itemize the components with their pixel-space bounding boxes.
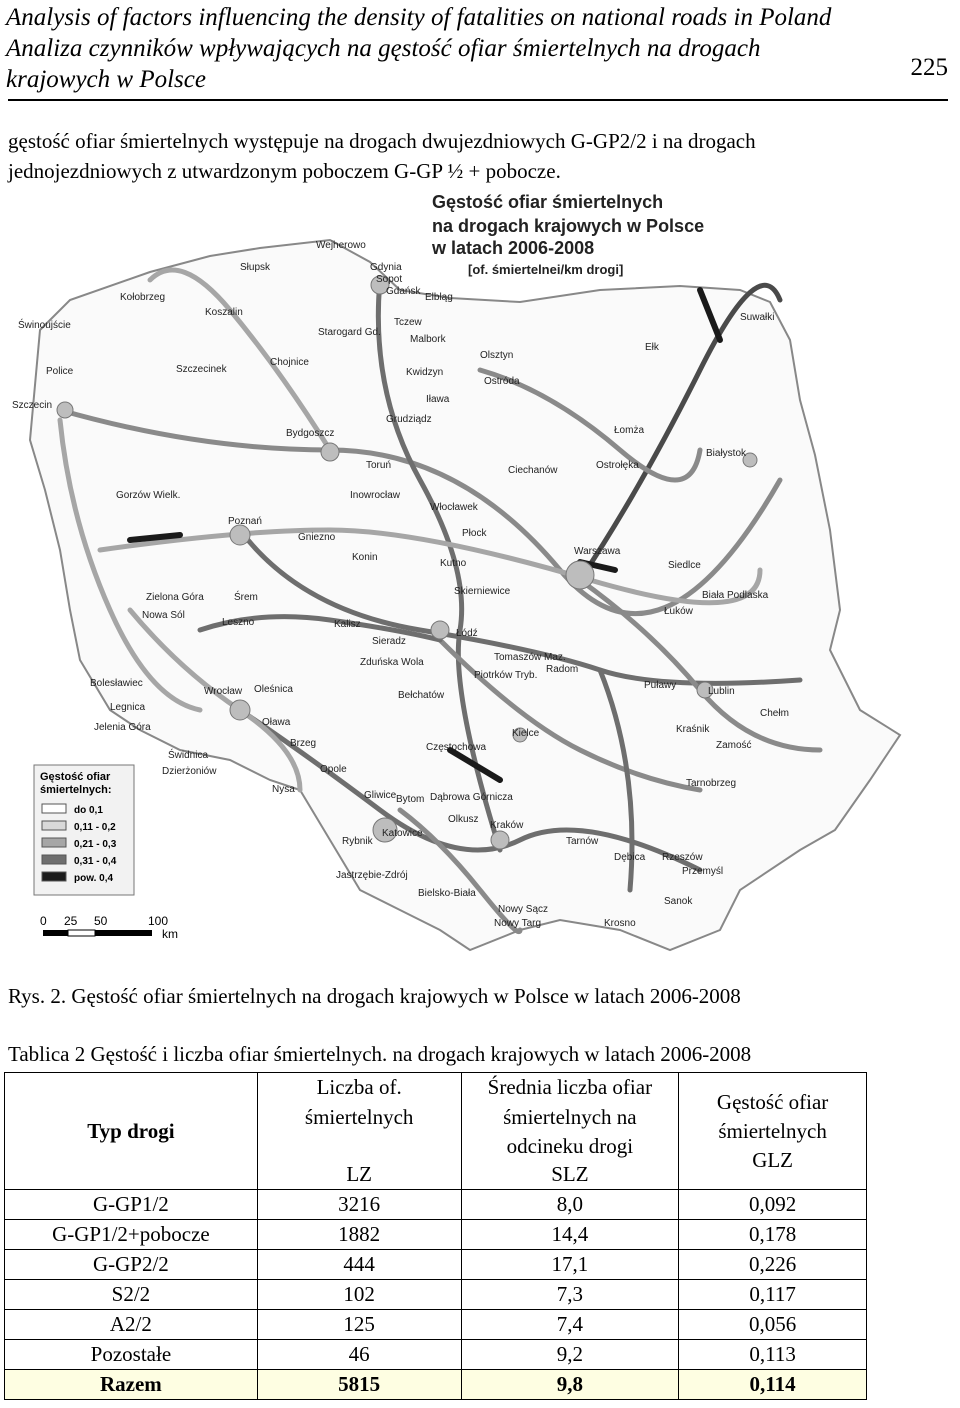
- total-fatality-density-cell: 0,114: [679, 1370, 867, 1400]
- svg-text:Piotrków Tryb.: Piotrków Tryb.: [474, 670, 538, 681]
- svg-text:Legnica: Legnica: [110, 702, 146, 713]
- svg-text:Tarnów: Tarnów: [566, 836, 599, 847]
- svg-text:Ostróda: Ostróda: [484, 376, 520, 387]
- fatality-count-cell: 46: [257, 1340, 461, 1370]
- svg-text:Sopot: Sopot: [376, 274, 403, 285]
- svg-text:Łuków: Łuków: [664, 606, 693, 617]
- total-fatality-count-cell: 5815: [257, 1370, 461, 1400]
- legend-label: do 0,1: [74, 805, 103, 816]
- svg-text:Starogard Gd.: Starogard Gd.: [318, 327, 381, 338]
- svg-text:Opole: Opole: [320, 764, 347, 775]
- header-title-en: Analysis of factors influencing the density of fatalities on national roads in Poland: [6, 4, 832, 31]
- svg-text:Chełm: Chełm: [760, 708, 789, 719]
- svg-text:Siedlce: Siedlce: [668, 560, 701, 571]
- map-units: [of. śmiertelnei/km drogi]: [468, 262, 624, 277]
- svg-text:Tarnobrzeg: Tarnobrzeg: [686, 778, 737, 789]
- svg-text:Elbląg: Elbląg: [425, 292, 453, 303]
- svg-text:Rybnik: Rybnik: [342, 836, 373, 847]
- svg-text:Radom: Radom: [546, 664, 579, 675]
- svg-text:50: 50: [94, 914, 108, 928]
- figure-caption: Rys. 2. Gęstość ofiar śmiertelnych na drogach krajowych w Polsce w latach 2006-2008: [8, 984, 741, 1008]
- svg-text:km: km: [162, 927, 178, 941]
- svg-text:Katowice: Katowice: [382, 828, 423, 839]
- svg-text:Częstochowa: Częstochowa: [426, 742, 487, 753]
- svg-text:śmiertelnych:: śmiertelnych:: [40, 784, 112, 796]
- header-title-pl: Analiza czynników wpływających na gęstość ofiar śmiertelnych na drogach: [6, 35, 761, 62]
- svg-text:Chojnice: Chojnice: [270, 357, 309, 368]
- svg-text:Kołobrzeg: Kołobrzeg: [120, 292, 166, 303]
- svg-text:Kwidzyn: Kwidzyn: [406, 367, 444, 378]
- svg-text:Szczecin: Szczecin: [12, 400, 53, 411]
- svg-text:Wejherowo: Wejherowo: [316, 240, 366, 251]
- svg-text:Police: Police: [46, 366, 74, 377]
- road-type-cell: G-GP2/2: [5, 1250, 258, 1280]
- svg-text:Toruń: Toruń: [366, 460, 392, 471]
- map-legend: [34, 765, 134, 895]
- svg-text:Łódź: Łódź: [456, 628, 478, 639]
- svg-text:Śrem: Śrem: [234, 592, 258, 603]
- svg-text:Suwałki: Suwałki: [740, 312, 775, 323]
- svg-text:Oleśnica: Oleśnica: [254, 684, 293, 695]
- total-average-fatalities-cell: 9,8: [461, 1370, 679, 1400]
- svg-text:Łomża: Łomża: [614, 425, 645, 436]
- average-fatalities-cell: 8,0: [461, 1190, 679, 1220]
- map-title-line-2: na drogach krajowych w Polsce: [432, 216, 705, 236]
- road-type-cell: G-GP1/2+pobocze: [5, 1220, 258, 1250]
- table-row: [5, 1190, 867, 1220]
- fatality-count-cell: 444: [257, 1250, 461, 1280]
- svg-text:Leszno: Leszno: [222, 617, 255, 628]
- svg-text:Poznań: Poznań: [228, 516, 262, 527]
- svg-text:Nowy Sącz: Nowy Sącz: [498, 904, 549, 915]
- svg-text:Zamość: Zamość: [716, 740, 752, 751]
- map-title-line-1: Gęstość ofiar śmiertelnych: [432, 192, 664, 212]
- fatality-count-cell: 125: [257, 1310, 461, 1340]
- fatality-count-cell: 102: [257, 1280, 461, 1310]
- svg-text:Jelenia Góra: Jelenia Góra: [94, 722, 151, 733]
- svg-text:Iława: Iława: [426, 394, 450, 405]
- svg-text:Zduńska Wola: Zduńska Wola: [360, 657, 424, 668]
- road-map-figure: [0, 190, 960, 980]
- svg-text:Gorzów Wielk.: Gorzów Wielk.: [116, 490, 181, 501]
- table-row: [5, 1280, 867, 1310]
- legend-swatch: [42, 821, 66, 830]
- svg-text:Gęstość ofiar: Gęstość ofiar: [40, 771, 111, 783]
- fatality-density-cell: 0,113: [679, 1340, 867, 1370]
- table-caption: Tablica 2 Gęstość i liczba ofiar śmiertelnych. na drogach krajowych w latach 2006-2008: [8, 1042, 752, 1066]
- svg-text:Nysa: Nysa: [272, 784, 295, 795]
- svg-text:Sanok: Sanok: [664, 896, 693, 907]
- legend-label: 0,21 - 0,3: [74, 839, 117, 850]
- svg-text:Inowrocław: Inowrocław: [350, 490, 401, 501]
- header-title-pl-cont: krajowych w Polsce: [6, 66, 206, 93]
- svg-text:Świdnica: Świdnica: [168, 750, 209, 761]
- svg-text:0: 0: [40, 914, 47, 928]
- svg-text:Świnoujście: Świnoujście: [18, 320, 71, 331]
- svg-text:Przemyśl: Przemyśl: [682, 866, 724, 877]
- poland-road-map: [0, 190, 960, 980]
- svg-text:Puławy: Puławy: [644, 680, 677, 691]
- legend-label: 0,11 - 0,2: [74, 822, 116, 833]
- svg-text:Dzierżoniów: Dzierżoniów: [162, 766, 217, 777]
- svg-text:Słupsk: Słupsk: [240, 262, 271, 273]
- svg-text:Lublin: Lublin: [708, 686, 735, 697]
- svg-text:Konin: Konin: [352, 552, 378, 563]
- fatality-density-cell: 0,117: [679, 1280, 867, 1310]
- svg-text:Dębica: Dębica: [614, 852, 646, 863]
- svg-text:Warszawa: Warszawa: [574, 546, 621, 557]
- svg-text:Bełchatów: Bełchatów: [398, 690, 445, 701]
- fatality-density-cell: 0,056: [679, 1310, 867, 1340]
- svg-text:Płock: Płock: [462, 528, 487, 539]
- average-fatalities-cell: 14,4: [461, 1220, 679, 1250]
- legend-label: 0,31 - 0,4: [74, 856, 117, 867]
- svg-text:Bydgoszcz: Bydgoszcz: [286, 428, 335, 439]
- map-title: [431, 192, 704, 277]
- table-row: [5, 1250, 867, 1280]
- scale-bar: [40, 914, 178, 941]
- svg-text:Olsztyn: Olsztyn: [480, 350, 514, 361]
- intro-line-2: jednojezdniowych z utwardzonym poboczem G-GP ½ + pobocze.: [8, 159, 561, 183]
- svg-text:Sieradz: Sieradz: [372, 636, 406, 647]
- svg-text:Bielsko-Biała: Bielsko-Biała: [418, 888, 476, 899]
- svg-text:Bytom: Bytom: [396, 794, 425, 805]
- svg-text:Olkusz: Olkusz: [448, 814, 479, 825]
- svg-text:Tomaszów Maz.: Tomaszów Maz.: [494, 652, 566, 663]
- svg-text:Kraśnik: Kraśnik: [676, 724, 710, 735]
- legend-swatch: [42, 838, 66, 847]
- svg-text:Włocławek: Włocławek: [430, 502, 478, 513]
- svg-text:Bolesławiec: Bolesławiec: [90, 678, 143, 689]
- svg-text:Kalisz: Kalisz: [334, 619, 361, 630]
- average-fatalities-cell: 7,3: [461, 1280, 679, 1310]
- svg-text:Nowa Sól: Nowa Sól: [142, 610, 185, 621]
- total-road-type-cell: Razem: [5, 1370, 258, 1400]
- road-type-cell: Pozostałe: [5, 1340, 258, 1370]
- page-number: 225: [910, 54, 948, 81]
- header-rule: [8, 99, 948, 101]
- legend-swatch: [42, 804, 66, 813]
- svg-text:Biała Podlaska: Biała Podlaska: [702, 590, 769, 601]
- svg-text:Kraków: Kraków: [490, 820, 524, 831]
- svg-text:Gdańsk: Gdańsk: [386, 286, 421, 297]
- svg-text:Wrocław: Wrocław: [204, 686, 243, 697]
- table-row: [5, 1220, 867, 1250]
- svg-text:Nowy Targ: Nowy Targ: [494, 918, 542, 929]
- svg-text:Malbork: Malbork: [410, 334, 446, 345]
- svg-text:Kutno: Kutno: [440, 558, 467, 569]
- svg-text:Gliwice: Gliwice: [364, 790, 397, 801]
- legend-swatch: [42, 872, 66, 881]
- svg-text:Kielce: Kielce: [512, 728, 540, 739]
- svg-text:Dąbrowa Górnicza: Dąbrowa Górnicza: [430, 792, 513, 803]
- svg-text:Koszalin: Koszalin: [205, 307, 243, 318]
- table-row: [5, 1340, 867, 1370]
- svg-text:Krosno: Krosno: [604, 918, 636, 929]
- running-header: [6, 0, 950, 102]
- intro-line-1: gęstość ofiar śmiertelnych występuje na drogach dwujezdniowych G-GP2/2 i na drogach: [8, 129, 756, 153]
- svg-text:Skierniewice: Skierniewice: [454, 586, 511, 597]
- svg-text:Zielona Góra: Zielona Góra: [146, 592, 204, 603]
- svg-text:Oława: Oława: [262, 717, 291, 728]
- table-row: [5, 1310, 867, 1340]
- svg-text:Tczew: Tczew: [394, 317, 422, 328]
- road-type-cell: A2/2: [5, 1310, 258, 1340]
- map-title-line-3: w latach 2006-2008: [432, 238, 595, 258]
- svg-text:25: 25: [64, 914, 78, 928]
- svg-text:Szczecinek: Szczecinek: [176, 364, 227, 375]
- fatality-count-cell: 1882: [257, 1220, 461, 1250]
- fatalities-table: [4, 1072, 867, 1400]
- svg-text:Ostrołęka: Ostrołęka: [596, 460, 639, 471]
- svg-text:Gniezno: Gniezno: [298, 532, 336, 543]
- svg-text:100: 100: [148, 914, 169, 928]
- fatality-density-cell: 0,092: [679, 1190, 867, 1220]
- average-fatalities-cell: 17,1: [461, 1250, 679, 1280]
- svg-text:Gdynia: Gdynia: [370, 262, 402, 273]
- header-fatality-count: Liczba of. śmiertelnych LZ: [257, 1073, 461, 1190]
- fatality-density-cell: 0,178: [679, 1220, 867, 1250]
- svg-text:Białystok: Białystok: [706, 448, 747, 459]
- table-header-row: [5, 1073, 867, 1190]
- svg-text:Brzeg: Brzeg: [290, 738, 317, 749]
- header-average-fatalities: Średnia liczba ofiar śmiertelnych na odcineku drogi SLZ: [461, 1073, 679, 1190]
- header-fatality-density: Gęstość ofiar śmiertelnych GLZ: [679, 1073, 867, 1190]
- legend-swatch: [42, 855, 66, 864]
- svg-text:Ełk: Ełk: [645, 342, 659, 353]
- svg-text:Grudziądz: Grudziądz: [386, 414, 432, 425]
- legend-label: pow. 0,4: [74, 873, 114, 884]
- road-type-cell: G-GP1/2: [5, 1190, 258, 1220]
- fatality-density-cell: 0,226: [679, 1250, 867, 1280]
- svg-text:Ciechanów: Ciechanów: [508, 465, 558, 476]
- average-fatalities-cell: 7,4: [461, 1310, 679, 1340]
- average-fatalities-cell: 9,2: [461, 1340, 679, 1370]
- table-total-row: [5, 1370, 867, 1400]
- svg-text:Jastrzębie-Zdrój: Jastrzębie-Zdrój: [336, 870, 408, 881]
- road-type-cell: S2/2: [5, 1280, 258, 1310]
- header-road-type: Typ drogi: [5, 1073, 258, 1190]
- fatality-count-cell: 3216: [257, 1190, 461, 1220]
- svg-text:Rzeszów: Rzeszów: [662, 852, 703, 863]
